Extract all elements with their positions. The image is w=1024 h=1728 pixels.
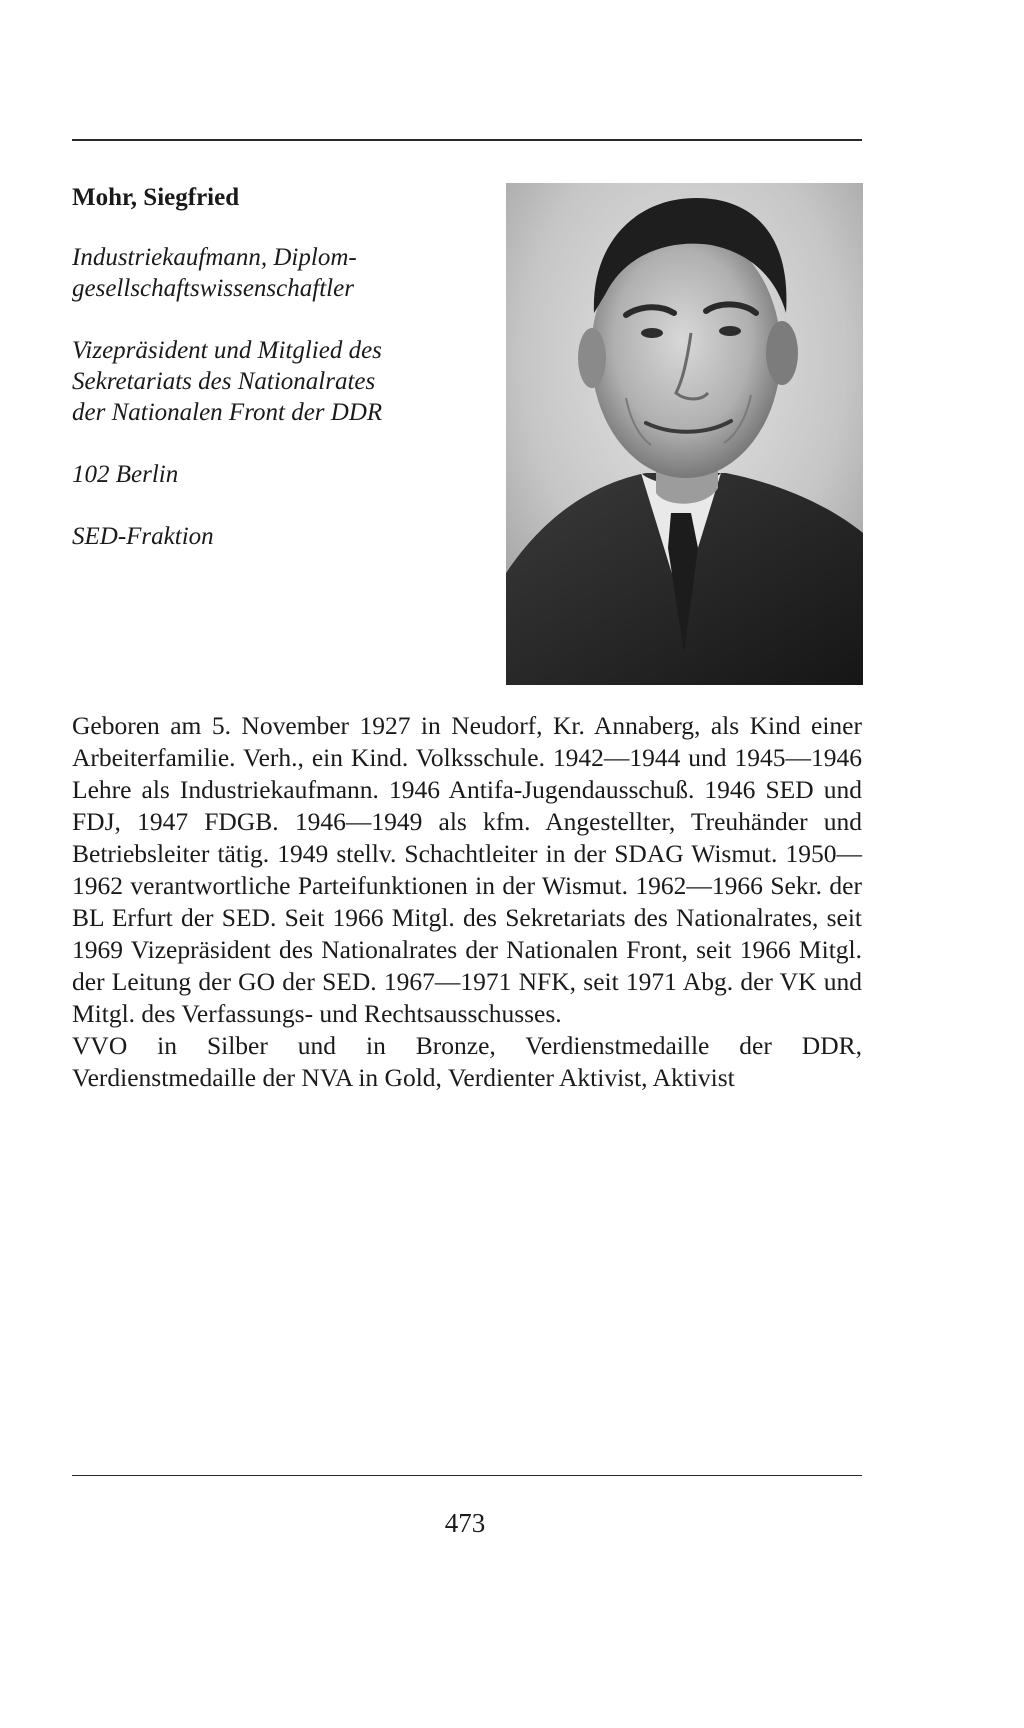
portrait-illustration — [506, 183, 863, 685]
page-number: 473 — [444, 1508, 486, 1538]
location: 102 Berlin — [72, 461, 179, 488]
biography-text: Geboren am 5. November 1927 in Neudorf, Kr. Annaberg, als Kind einer Arbeiterfamilie. Verh., ein Kind. Volksschule. 1942—1944 und 1945—1946 Lehre als Industriekaufmann. 1946 Antifa-Jugendausschuß. 1946 SED und FDJ, 1947 FDGB. 1946—1949 als kfm. Angestellter, Treuhänder und Betriebsleiter tätig. 1949 stellv. Schachtleiter in der SDAG Wismut. 1950—1962 verantwortliche Parteifunktionen in der Wismut. 1962—1966 Sekr. der BL Erfurt der SED. Seit 1966 Mitgl. des Sekretariats des Nationalrates, seit 1969 Vizepräsident des Nationalrates der Nationalen Front, seit 1966 Mitgl. der Leitung der GO der SED. 1967—1971 NFK, seit 1971 Abg. der VK und Mitgl. des Verfassungs- und Rechtsausschusses. — [72, 711, 862, 1028]
faction: SED-Fraktion — [72, 523, 214, 550]
bottom-rule — [72, 1475, 862, 1476]
awards-text: VVO in Silber und in Bronze, Verdienstmedaille der DDR, Verdienstmedaille der NVA in Gold, Verdienter Aktivist, Aktivist — [72, 1031, 862, 1092]
position: Vizepräsident und Mitglied des Sekretariats des Nationalrates der Nationalen Front der DDR — [72, 337, 383, 426]
profession: Industriekaufmann, Diplom- gesellschaftswissenschaftler — [72, 244, 357, 302]
portrait-photo — [506, 183, 863, 685]
top-rule — [72, 139, 862, 141]
entry-header — [72, 172, 492, 583]
person-name: Mohr, Siegfried — [72, 184, 240, 211]
biography-section — [72, 710, 862, 1094]
